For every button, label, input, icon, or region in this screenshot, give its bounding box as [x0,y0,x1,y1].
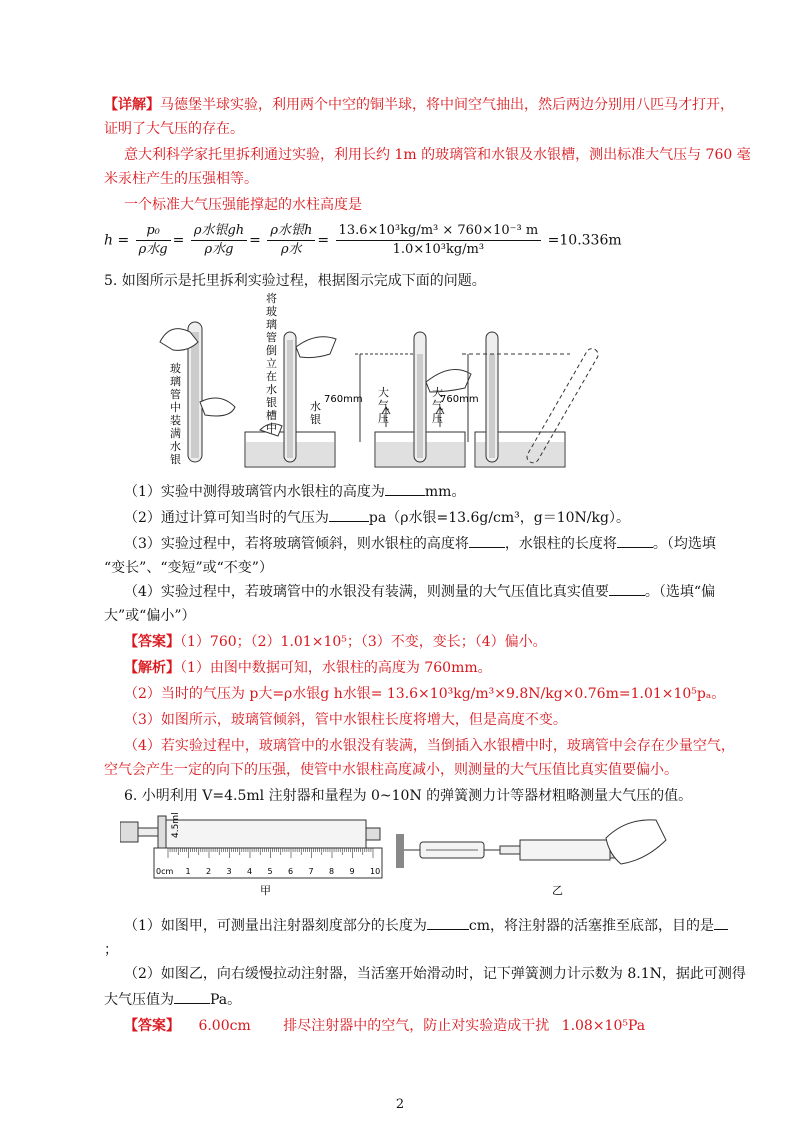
q6-answer: 【答案】 6.00cm 排尽注射器中的空气，防止对实验造成干扰 1.08×10⁵Pa [124,1018,646,1034]
q5-part-4: （4）实验过程中，若玻璃管中的水银没有装满，则测量的大气压值比真实值要 。（选填“偏 [124,581,715,603]
q5-part-4-cont: 大”或“偏小”） [104,608,196,624]
q5-analysis-2: （2）当时的气压为 p大=ρ水银g h水银= 13.6×10³kg/m³×9.8N/kg×0.76m=1.01×10⁵pₐ。 [124,686,726,702]
detail-line-5: 一个标准大气压强能撑起的水柱高度是 [124,197,362,213]
fraction-4: $\frac{\text{13.6×10³kg/m³ × 760×10⁻³ m}}{\text{1.0×10³kg/m³}}$ [336,222,542,259]
page-number: 2 [395,1097,405,1112]
q6-part-1: （1）如图甲，可测量出注射器刻度部分的长度为 cm，将注射器的活塞推至底部，目的是 [124,915,728,937]
syringe-icon [120,816,380,852]
ruler-label: 8 [329,867,335,876]
ruler-label: 10 [370,867,381,876]
answer-blank-8[interactable] [174,989,210,1004]
torricelli-experiment-figure [150,292,600,472]
detail-line-3: 意大利科学家托里拆利通过实验，利用长约 1m 的玻璃管和水银及水银槽，测出标准大气压与 760 毫 [124,147,751,163]
ruler-label: 6 [288,867,294,876]
q5-part-3: （3）实验过程中，若将玻璃管倾斜，则水银柱的高度将 ，水银柱的长度将 。（均选填 [124,533,716,555]
answer-blank-2[interactable] [329,507,369,522]
ruler-label: 4 [247,867,253,876]
ruler-label: 1 [185,867,191,876]
detail-line-2: 证明了大气压的存在。 [104,121,244,137]
q6-answer-3: 1.08×10⁵Pa [561,1018,646,1034]
ruler-label: 5 [267,867,273,876]
svg-text:760mm: 760mm [440,394,479,405]
water-column-formula: h = $\frac{\text{p₀}}{\text{ρ水g}}$ = $\frac{\text{ρ水银gh}}{\text{ρ水g}}$ = $\frac{\text{ρ水银h}}{\text{ρ水}}$ = $\frac{\text{13.6×10³kg/m³ × 760×10⁻³ m}}{\text{1.0×10³kg/m³}}$ =10.336m [104,223,622,257]
answer-blank-3[interactable] [469,533,505,548]
q5-part-2: （2）通过计算可知当时的气压为 pa（ρ水银=13.6g/cm³，g＝10N/kg）。 [124,507,630,529]
formula-result: =10.336m [547,232,622,249]
detail-line-4: 米汞柱产生的压强相等。 [104,171,258,187]
svg-text:甲: 甲 [260,884,271,897]
svg-text:将玻璃管倒立在水银槽中: 将玻璃管倒立在水银槽中 [266,292,277,435]
answer-blank-4[interactable] [617,533,653,548]
syringe-pull-icon [500,840,620,860]
q5-answer: 【答案】（1）760；（2）1.01×10⁵；（3）不变，变长；（4）偏小。 [124,634,547,650]
beaker-tilted-icon [462,332,600,467]
q6-part-2-cont: 大气压值为 Pa。 [104,989,241,1011]
answer-blank-5[interactable] [609,581,645,596]
svg-text:乙: 乙 [552,884,563,897]
q6-answer-2: 排尽注射器中的空气，防止对实验造成干扰 [283,1018,550,1034]
ruler-label: 9 [349,867,355,876]
q6-answer-1: 6.00cm [198,1018,251,1034]
detail-tag: 【详解】 [104,97,160,113]
svg-text:大气压: 大气压 [378,386,389,425]
svg-text:4.5ml: 4.5ml [171,812,181,838]
ruler-label: 2 [206,867,212,876]
answer-blank-1[interactable] [385,481,425,496]
answer-blank-7[interactable] [714,915,728,930]
q6-stem: 6. 小明利用 V=4.5ml 注射器和量程为 0~10N 的弹簧测力计等器材粗略测量大气压的值。 [124,788,693,804]
q5-analysis-3: （3）如图所示，玻璃管倾斜，管中水银柱长度将增大，但是高度不变。 [124,712,567,728]
beaker-inverted-tube-icon [245,332,336,467]
q5-analysis-4: （4）若实验过程中，玻璃管中的水银没有装满，当倒插入水银槽中时，玻璃管中会存在少量空气， [124,738,735,754]
syringe-experiment-figure [120,812,680,897]
q5-part-3-cont: “变长”、“变短”或“不变”） [104,560,273,576]
fraction-2: $\frac{\text{ρ水银gh}}{\text{ρ水g}}$ [191,222,247,259]
svg-text:大气压: 大气压 [432,386,443,425]
ruler-label: 7 [308,867,314,876]
svg-text:玻璃管中装满水银: 玻璃管中装满水银 [170,362,181,466]
detail-line-1: 【详解】马德堡半球实验，利用两个中空的铜半球，将中间空气抽出，然后两边分别用八匹马才打开， [104,97,734,113]
q5-analysis-5: 空气会产生一定的向下的压强，使管中水银柱高度减小，则测量的大气压值比真实值要偏小。 [104,762,678,778]
q6-part-2: （2）如图乙，向右缓慢拉动注射器，当活塞开始滑动时，记下弹簧测力计示数为 8.1N，据此可测得 [124,966,746,982]
wall-icon [396,834,404,868]
svg-text:0cm: 0cm [156,867,174,876]
answer-blank-6[interactable] [427,915,469,930]
q5-analysis-1: 【解析】（1）由图中数据可知，水银柱的高度为 760mm。 [124,660,492,676]
fraction-3: $\frac{\text{ρ水银h}}{\text{ρ水}}$ [267,222,315,259]
svg-text:水银: 水银 [310,400,321,426]
ruler-label: 3 [226,867,232,876]
hand-icon [606,820,666,864]
svg-text:760mm: 760mm [324,394,363,405]
q6-part-1-cont: ； [104,942,118,958]
fraction-1: $\frac{\text{p₀}}{\text{ρ水g}}$ [136,222,171,259]
spring-scale-icon [404,842,500,858]
q5-part-1: （1）实验中测得玻璃管内水银柱的高度为 mm。 [124,481,465,503]
q5-stem: 5. 如图所示是托里拆利实验过程，根据图示完成下面的问题。 [104,273,486,289]
